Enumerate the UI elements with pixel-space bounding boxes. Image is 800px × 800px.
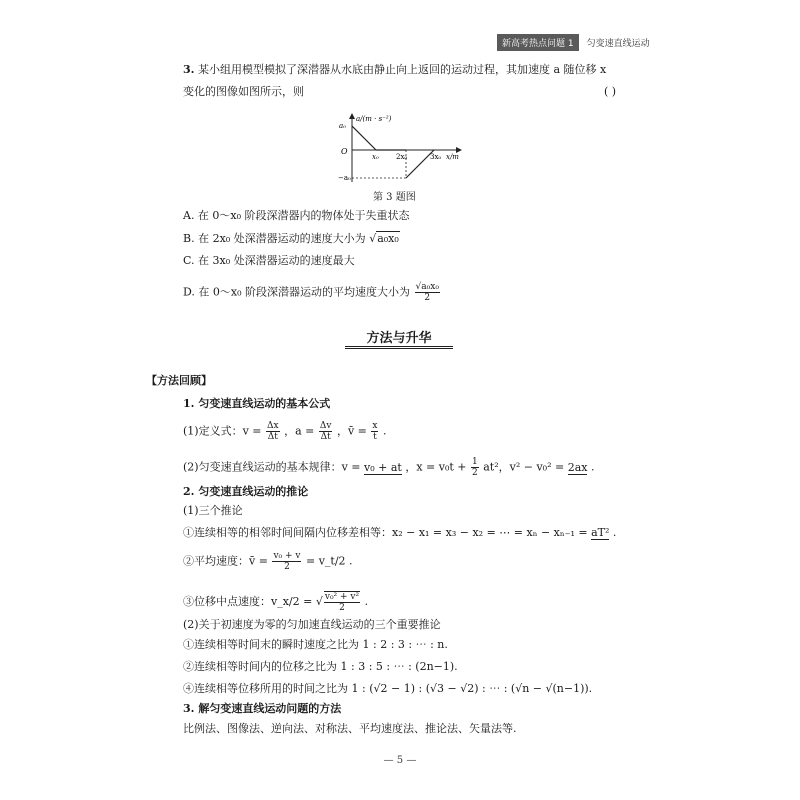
figure-caption: 第 3 题图 bbox=[373, 192, 416, 203]
y-axis-label: a/(m · s⁻²) bbox=[356, 115, 392, 123]
option-c[interactable]: C. 在 3x₀ 处深潜器运动的速度最大 bbox=[183, 254, 355, 267]
header-tag: 新高考热点问题 1 bbox=[497, 34, 579, 51]
ratio-1: ①连续相等时间末的瞬时速度之比为 1 : 2 : 3 : ⋯ : n. bbox=[183, 638, 448, 651]
header-section: 匀变速直线运动 bbox=[586, 38, 650, 49]
y-neg-a0-label: −a₀ bbox=[338, 174, 351, 182]
inference-2: ②平均速度：v̄ = $\frac{\text{v₀ + v}}{2}$ = v_t/2 . bbox=[183, 551, 353, 572]
origin-label: O bbox=[341, 147, 348, 156]
y-axis-arrow bbox=[349, 113, 355, 119]
zero-initial-inferences: (2)关于初速度为零的匀加速直线运动的三个重要推论 bbox=[183, 618, 441, 631]
option-a[interactable]: A. 在 0～x₀ 阶段深潜器内的物体处于失重状态 bbox=[183, 209, 410, 222]
section-title-rule bbox=[345, 346, 453, 349]
segment-0-to-x0 bbox=[352, 126, 376, 150]
question-number: 3. bbox=[183, 63, 195, 76]
option-d[interactable]: D. 在 0～x₀ 阶段深潜器运动的平均速度大小为 $\frac{\text{√a₀x₀}}{2}$ bbox=[183, 282, 439, 303]
definition-line: (1)定义式：v = $\frac{\Delta x}{\Delta t}$ ，a = $\frac{\Delta v}{\Delta t}$ ，v̄ = $\frac{x}{t}$ . bbox=[183, 421, 387, 442]
acceleration-displacement-graph bbox=[338, 112, 468, 184]
option-b[interactable]: B. 在 2x₀ 处深潜器运动的速度大小为 √a₀x₀ bbox=[183, 232, 399, 245]
y-a0-label: a₀ bbox=[339, 122, 346, 130]
method-heading-3: 3. 解匀变速直线运动问题的方法 bbox=[183, 702, 342, 715]
answer-parentheses: ( ) bbox=[604, 85, 617, 98]
inference-1: ①连续相等的相邻时间间隔内位移差相等：x₂ − x₁ = x₃ − x₂ = ⋯ = xₙ − xₙ₋₁ = aT² . bbox=[183, 526, 617, 539]
method-recall-title: 【方法回顾】 bbox=[146, 374, 212, 387]
underlined-answer: v₀ + at bbox=[364, 460, 402, 474]
running-header bbox=[497, 34, 650, 50]
underlined-answer: 2ax bbox=[567, 460, 588, 474]
question-stem-line2: 变化的图像如图所示，则 bbox=[183, 85, 304, 98]
page-number: — 5 — bbox=[383, 755, 417, 766]
ratio-3: ④连续相等位移所用的时间之比为 1 : (√2 − 1) : (√3 − √2) : ⋯ : (√n − √(n−1)). bbox=[183, 682, 593, 695]
solution-methods: 比例法、图像法、逆向法、对称法、平均速度法、推论法、矢量法等. bbox=[183, 722, 517, 735]
x3-label: 3x₀ bbox=[430, 153, 442, 161]
basic-law-line: (2)匀变速直线运动的基本规律：v = v₀ + at ，x = v₀t + $\frac{1}{2}$ at²，v² − v₀² = 2ax . bbox=[183, 457, 595, 478]
section-title: 方法与升华 bbox=[366, 331, 432, 346]
question-stem-line1: 3. 某小组用模型模拟了深潜器从水底由静止向上返回的运动过程，其加速度 a 随位移 x bbox=[183, 63, 607, 76]
method-heading-1: 1. 匀变速直线运动的基本公式 bbox=[183, 397, 331, 410]
underlined-answer: aT² bbox=[591, 526, 610, 539]
inference-3: ③位移中点速度：v_x/2 = √ $\frac{\text{v₀² + v²}}{2}$ . bbox=[183, 592, 369, 613]
option-d-fraction: $\frac{\text{√a₀x₀}}{2}$ bbox=[415, 282, 439, 303]
three-inferences: (1)三个推论 bbox=[183, 504, 243, 517]
x0-label: x₀ bbox=[372, 153, 379, 161]
x2-label: 2x₀ bbox=[396, 153, 408, 161]
ratio-2: ②连续相等时间内的位移之比为 1 : 3 : 5 : ⋯ : (2n−1). bbox=[183, 660, 458, 673]
x-axis-label: x/m bbox=[446, 153, 459, 161]
method-heading-2: 2. 匀变速直线运动的推论 bbox=[183, 485, 309, 498]
sqrt-symbol: √ bbox=[315, 595, 323, 608]
sqrt-symbol: √ bbox=[369, 232, 377, 245]
